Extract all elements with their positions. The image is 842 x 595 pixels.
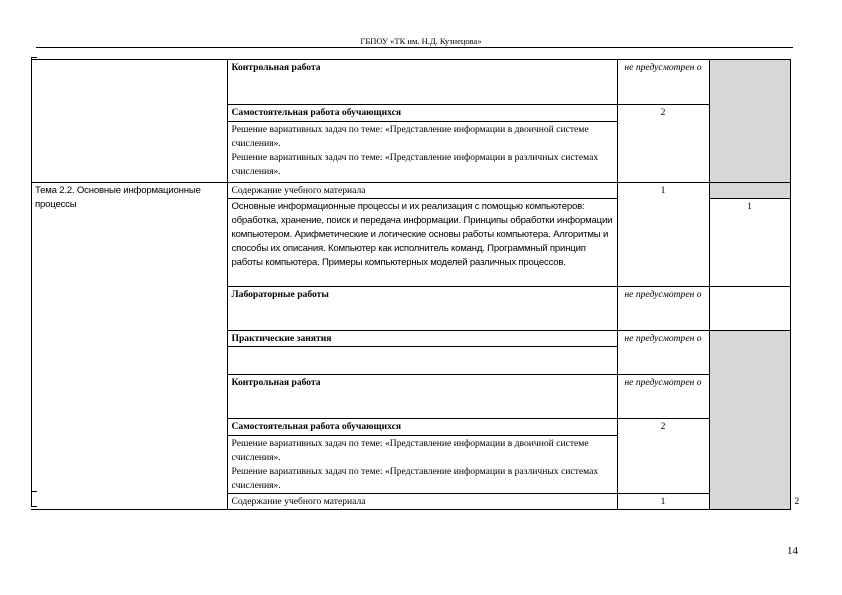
task-text: Решение вариативных задач по теме: «Представление информации в различных системах счисления». (231, 152, 599, 177)
hours-cell: не предусмотрен о (617, 331, 709, 375)
hours-cell: 1 (617, 183, 709, 287)
content-cell: Основные информационные процессы и их реализация с помощью компьютеров: обработка, хранение, поиск и передача информации. Принципы обработки информации компьютером. Арифметические и логические основы работы компьютера. Алгоритмы и способы их описания. Компьютер как исполнитель команд. Программный принцип работы компьютера. Примеры компьютерных моделей различных процессов. (227, 199, 617, 287)
content-cell (227, 331, 617, 347)
table-row (31, 183, 790, 199)
content-header-cell: Содержание учебного материала (227, 494, 617, 510)
curriculum-table (31, 59, 800, 510)
table-row (31, 60, 790, 105)
border-tick (31, 57, 37, 58)
hours-cell: 2 (617, 419, 709, 494)
topic-cell (31, 60, 227, 183)
level-cell (709, 331, 790, 510)
header-rule (36, 47, 793, 48)
level-cell: 1 (709, 199, 790, 287)
practice-label: Практические занятия (231, 333, 332, 344)
hours-cell: не предусмотрен о (617, 60, 709, 105)
level-cell (709, 287, 790, 331)
page-header: ГБПОУ «ТК им. Н.Д. Кузнецова» (360, 36, 482, 46)
table-row: Содержание учебного материала 1 2 (31, 494, 790, 510)
lab-work-label: Лабораторные работы (231, 289, 329, 300)
task-text: Решение вариативных задач по теме: «Представление информации в двоичной системе счисления». (231, 438, 589, 463)
level-cell (709, 60, 790, 183)
content-cell (227, 60, 617, 105)
task-text: Решение вариативных задач по теме: «Представление информации в различных системах счисления». (231, 466, 599, 491)
task-text: Решение вариативных задач по теме: «Представление информации в двоичной системе счисления». (231, 124, 589, 149)
hours-cell: не предусмотрен о (617, 287, 709, 331)
content-cell (227, 122, 617, 183)
topic-cell: Тема 2.2. Основные информационные процессы (31, 183, 227, 510)
hours-cell: 2 (617, 105, 709, 183)
self-work-label: Самостоятельная работа обучающихся (231, 421, 402, 432)
content-cell (227, 105, 617, 122)
control-work-label: Контрольная работа (231, 62, 321, 73)
page-number: 14 (787, 545, 798, 557)
level-cell (709, 183, 790, 199)
content-cell (227, 375, 617, 419)
hours-cell: 1 (617, 494, 709, 510)
hours-cell: не предусмотрен о (617, 375, 709, 419)
control-work-label: Контрольная работа (231, 377, 321, 388)
content-header-cell: Содержание учебного материала (227, 183, 617, 199)
self-work-label: Самостоятельная работа обучающихся (231, 107, 402, 118)
content-cell (227, 436, 617, 494)
content-cell (227, 287, 617, 331)
content-cell (227, 419, 617, 436)
content-cell (227, 347, 617, 375)
